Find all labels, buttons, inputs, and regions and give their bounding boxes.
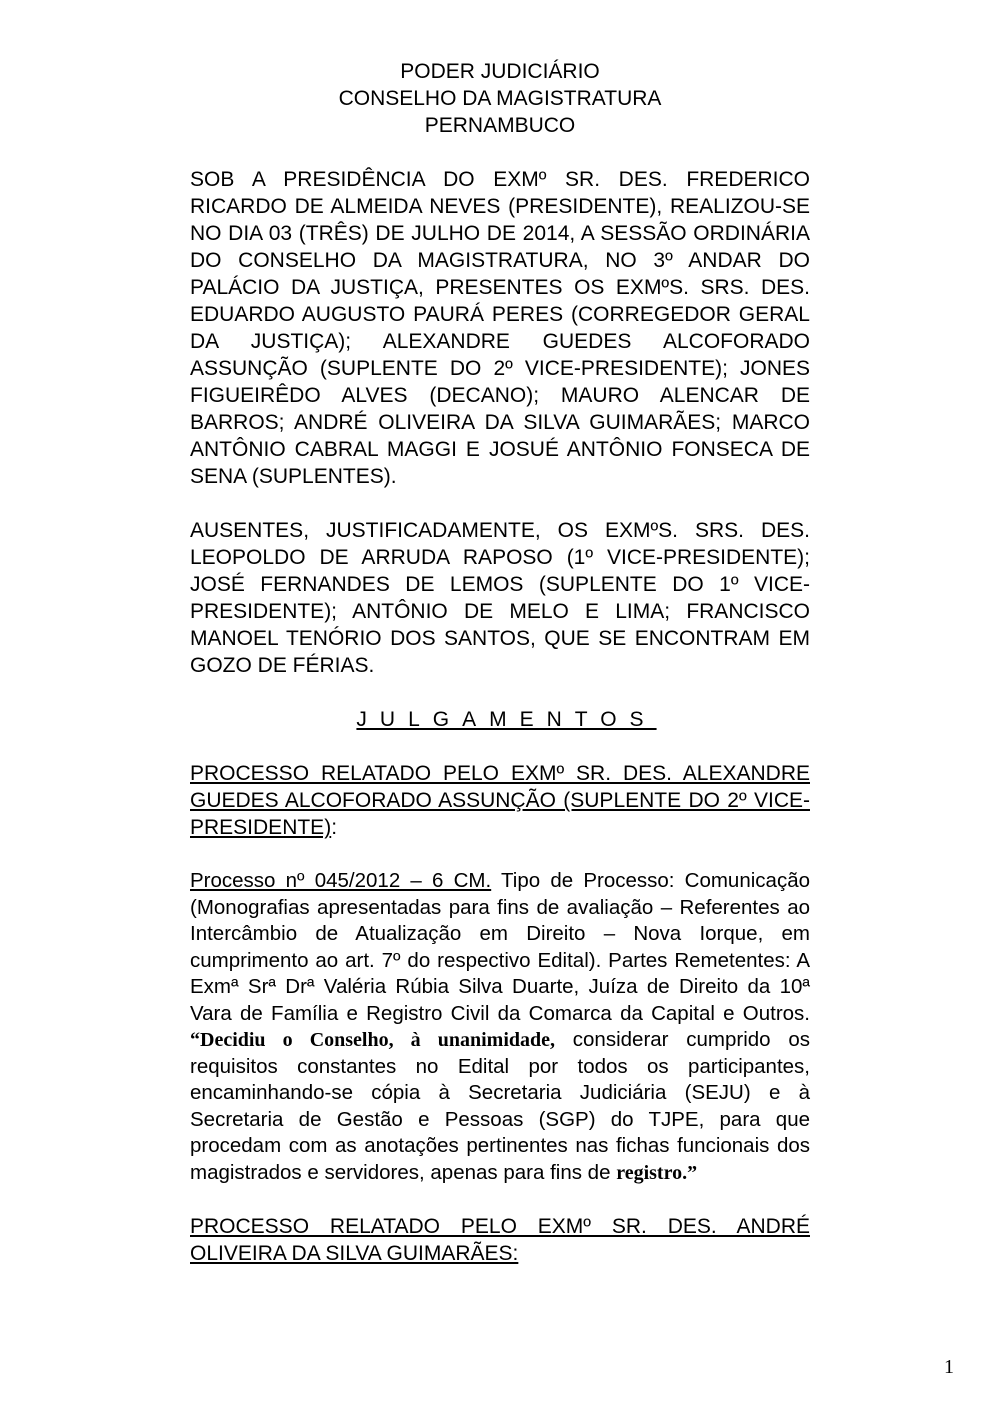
process-paragraph-1 <box>190 868 810 1186</box>
presidency-paragraph: SOB A PRESIDÊNCIA DO EXMº SR. DES. FREDERICO RICARDO DE ALMEIDA NEVES (PRESIDENTE), REALIZOU-SE NO DIA 03 (TRÊS) DE JULHO DE 2014, A SESSÃO ORDINÁRIA DO CONSELHO DA MAGISTRATURA, NO 3º ANDAR DO PALÁCIO DA JUSTIÇA, PRESENTES OS EXMºS. SRS. DES. EDUARDO AUGUSTO PAURÁ PERES (CORREGEDOR GERAL DA JUSTIÇA); ALEXANDRE GUEDES ALCOFORADO ASSUNÇÃO (SUPLENTE DO 2º VICE-PRESIDENTE); JONES FIGUEIRÊDO ALVES (DECANO); MAURO ALENCAR DE BARROS; ANDRÉ OLIVEIRA DA SILVA GUIMARÃES; MARCO ANTÔNIO CABRAL MAGGI E JOSUÉ ANTÔNIO FONSECA DE SENA (SUPLENTES). <box>190 168 810 488</box>
rapporteur-heading-2 <box>190 1213 810 1267</box>
document-header <box>190 58 810 139</box>
rapporteur-heading-1-suffix: : <box>331 816 338 839</box>
section-title: JULGAMENTOS <box>356 708 657 731</box>
absent-paragraph: AUSENTES, JUSTIFICADAMENTE, OS EXMºS. SRS. DES. LEOPOLDO DE ARRUDA RAPOSO (1º VICE-PRESIDENTE); JOSÉ FERNANDES DE LEMOS (SUPLENTE DO 1º VICE-PRESIDENTE); ANTÔNIO DE MELO E LIMA; FRANCISCO MANOEL TENÓRIO DOS SANTOS, QUE SE ENCONTRAM EM GOZO DE FÉRIAS. <box>190 519 810 677</box>
process-number: Processo nº 045/2012 – 6 CM. <box>190 869 492 892</box>
process-body: Tipo de Processo: Comunicação (Monografias apresentadas para fins de avaliação – Referentes ao Intercâmbio de Atualização em Direito – Nova Iorque, em cumprimento ao art. 7º do respectivo Edital). Partes Remetentes: A Exmª Srª Drª Valéria Rúbia Silva Duarte, Juíza de Direito da 10ª Vara de Família e Registro Civil da Comarca da Capital e Outros. <box>190 869 810 1025</box>
document-page <box>190 58 810 1267</box>
rapporteur-heading-1-text: PROCESSO RELATADO PELO EXMº SR. DES. ALEXANDRE GUEDES ALCOFORADO ASSUNÇÃO (SUPLENTE DO 2º VICE-PRESIDENTE) <box>190 762 810 839</box>
decision-bold: “Decidiu o Conselho, à unanimidade, <box>190 1029 556 1051</box>
rapporteur-heading-2-text: PROCESSO RELATADO PELO EXMº SR. DES. ANDRÉ OLIVEIRA DA SILVA GUIMARÃES: <box>190 1215 810 1265</box>
header-line-council: CONSELHO DA MAGISTRATURA <box>338 87 662 110</box>
rapporteur-heading-1 <box>190 760 810 841</box>
decision-end-bold: registro.” <box>616 1161 698 1184</box>
decision-text: considerar cumprido os requisitos constantes no Edital por todos os participantes, encaminhando-se cópia à Secretaria Judiciária (SEJU) e à Secretaria de Gestão e Pessoas (SGP) do TJPE, para que procedam com as anotações pertinentes nas fichas funcionais dos magistrados e servidores, apenas para fins de <box>190 1028 810 1184</box>
page-number: 1 <box>944 1356 954 1378</box>
header-line-judiciary: PODER JUDICIÁRIO <box>400 60 600 83</box>
header-line-state: PERNAMBUCO <box>424 114 576 137</box>
